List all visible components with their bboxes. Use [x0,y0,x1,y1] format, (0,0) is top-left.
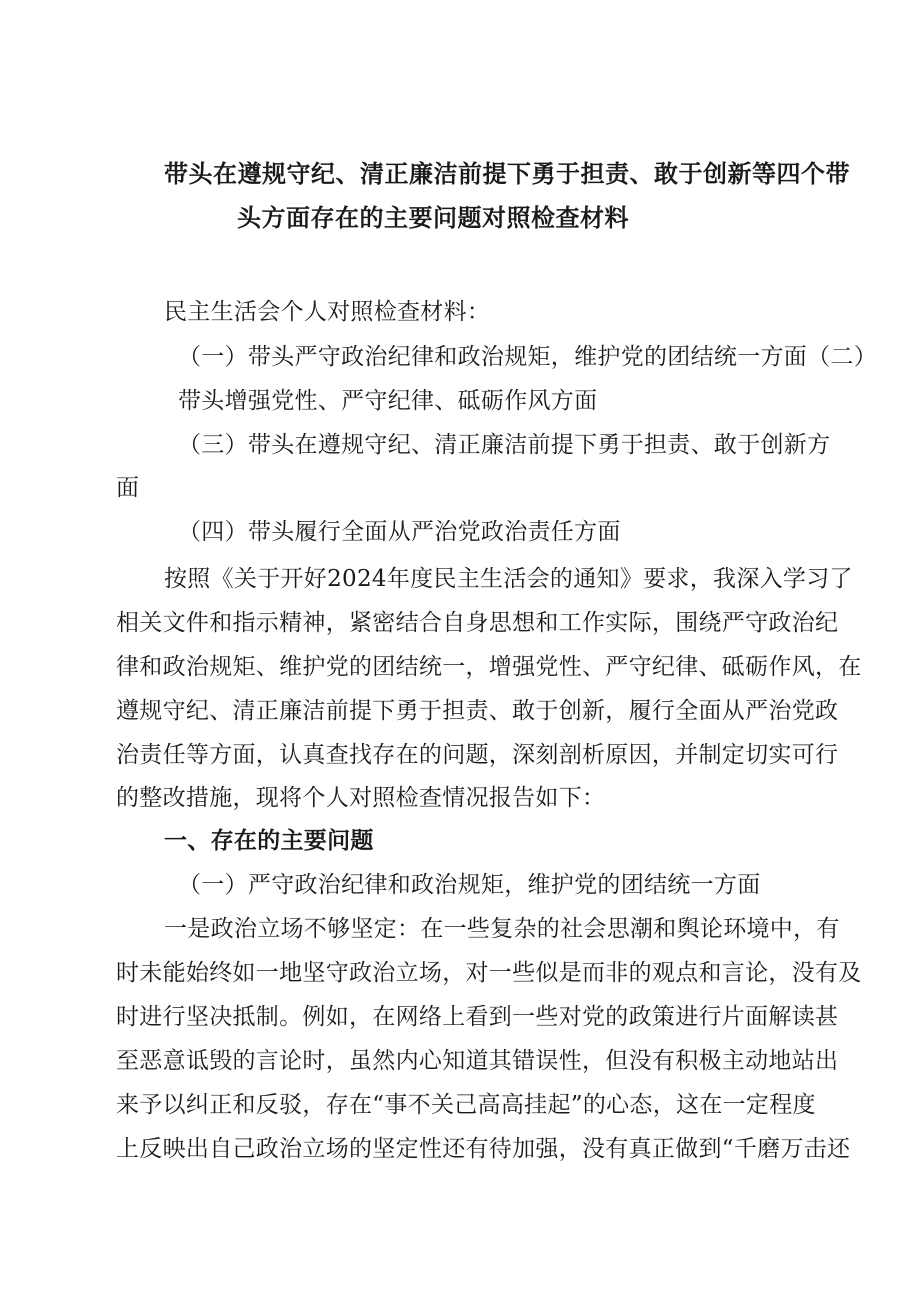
body-line: 时进行坚决抵制。例如，在网络上看到一些对党的政策进行片面解读甚 [116,1004,839,1030]
body-line: 来予以纠正和反驳，存在“事不关己高高挂起”的心态，这在一定程度 [116,1092,816,1118]
body-line: 上反映出自己政治立场的坚定性还有待加强，没有真正做到“千磨万击还 [116,1136,851,1162]
toc-item-3-cont: 面 [116,475,140,501]
document-title-line1: 带头在遵规守纪、清正廉洁前提下勇于担责、敢于创新等四个带 [164,159,850,188]
toc-item-3: （三）带头在遵规守纪、清正廉洁前提下勇于担责、敢于创新方 [178,432,831,458]
intro-line: 的整改措施，现将个人对照检查情况报告如下： [116,785,606,811]
section-subheading: （一）严守政治纪律和政治规矩，维护党的团结统一方面 [178,872,761,898]
body-line: 至恶意诋毁的言论时，虽然内心知道其错误性，但没有积极主动地站出 [116,1048,839,1074]
intro-line: 相关文件和指示精神，紧密结合自身思想和工作实际，围绕严守政治纪 [116,610,839,636]
document-title-line2: 头方面存在的主要问题对照检查材料 [237,203,629,232]
intro-line: 律和政治规矩、维护党的团结统一，增强党性、严守纪律、砥砺作风，在 [116,654,862,680]
section-heading: 一、存在的主要问题 [164,827,374,854]
body-line: 时未能始终如一地坚守政治立场，对一些似是而非的观点和言论，没有及 [116,960,862,986]
body-line: 一是政治立场不够坚定：在一些复杂的社会思潮和舆论环境中，有 [164,916,840,942]
toc-item-4: （四）带头履行全面从严治党政治责任方面 [178,519,621,545]
toc-item-1: （一）带头严守政治纪律和政治规矩，维护党的团结统一方面（二） [178,344,877,370]
intro-line: 治责任等方面，认真查找存在的问题，深刻剖析原因，并制定切实可行 [116,742,839,768]
toc-item-2: 带头增强党性、严守纪律、砥砺作风方面 [178,388,598,414]
intro-line: 遵规守纪、清正廉洁前提下勇于担责、敢于创新，履行全面从严治党政 [116,698,839,724]
subtitle: 民主生活会个人对照检查材料： [164,299,491,325]
intro-line: 按照《关于开好2024年度民主生活会的通知》要求，我深入学习了 [164,566,853,592]
